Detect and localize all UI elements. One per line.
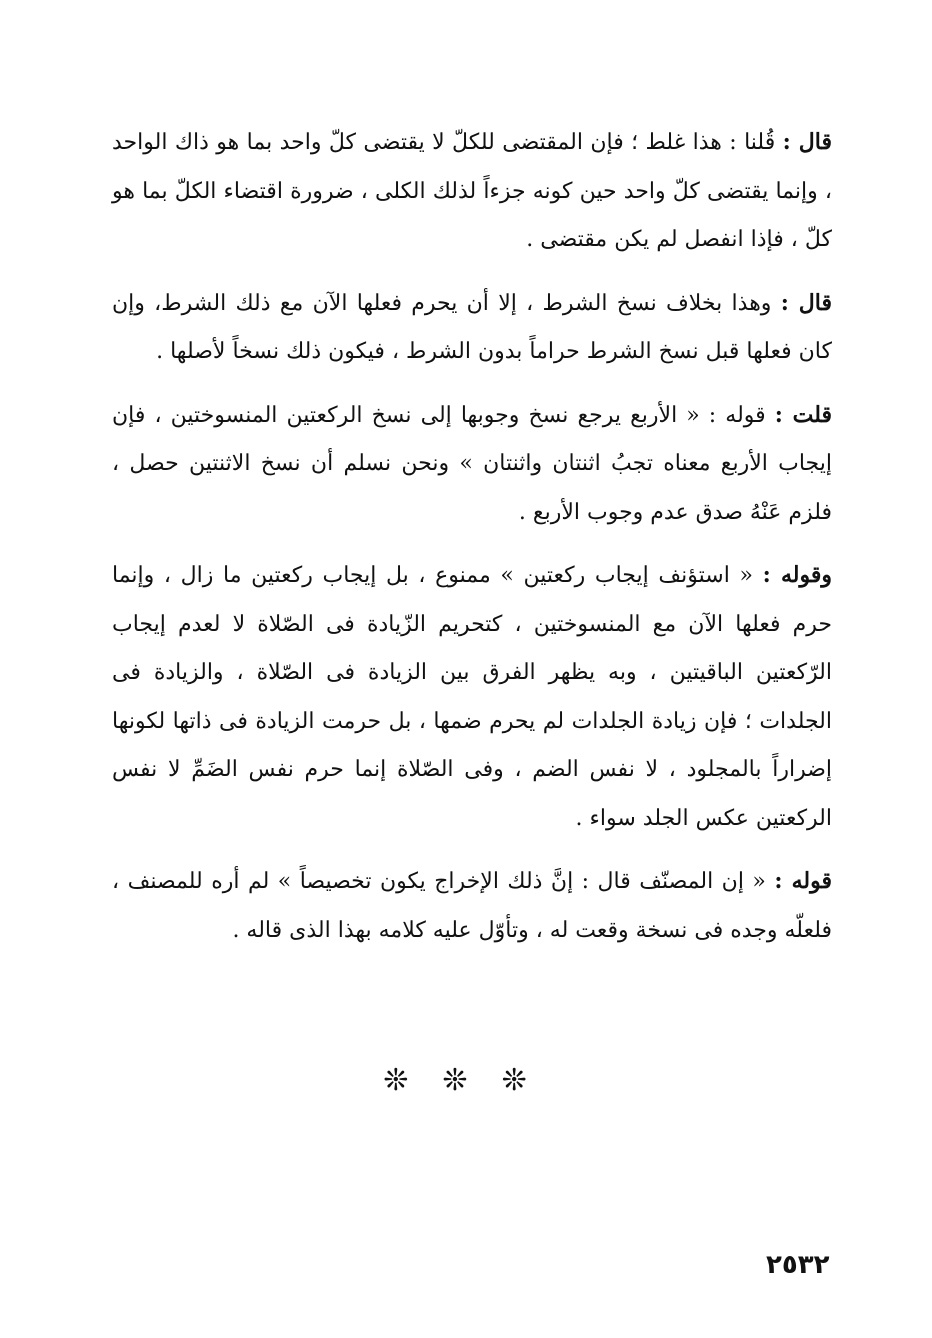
paragraph-3-text: قوله : « الأربع يرجع نسخ وجوبها إلى نسخ الركعتين المنسوختين ، فإن إيجاب الأربع معناه تجبُ اثنتان واثنتان » ونحن نسلم أن نسخ الاثنتين حصل ، فلزم عَنْهُ صدق عدم وجوب الأربع . <box>112 402 832 525</box>
paragraph-2 <box>112 279 832 377</box>
paragraph-1-lead: قال : <box>782 129 833 155</box>
page-number: ٢٥٣٢ <box>766 1250 830 1280</box>
paragraph-4-lead: وقوله : <box>762 562 832 588</box>
paragraph-3 <box>112 391 832 538</box>
paragraph-4-text: « استؤنف إيجاب ركعتين » ممنوع ، بل إيجاب ركعتين ما زال ، وإنما حرم فعلها الآن مع المنسوختين ، كتحريم الزّيادة فى الصّلاة لا لعدم إيجاب الرّكعتين الباقيتين ، وبه يظهر الفرق بين الزيادة فى الصّلاة ، والزيادة فى الجلدات ؛ فإن زيادة الجلدات لم يحرم ضمها ، بل حرمت الزيادة فى ذاتها لكونها إضراراً بالمجلود ، لا نفس الضم ، وفى الصّلاة إنما حرم نفس الضَمِّ لا نفس الركعتين عكس الجلد سواء . <box>112 563 832 831</box>
section-divider <box>0 1063 932 1098</box>
paragraph-3-lead: قلت : <box>774 401 832 428</box>
paragraph-4 <box>112 551 832 843</box>
page-body <box>112 118 832 969</box>
asterism-icon: ❊ <box>383 1063 431 1098</box>
asterism-icon: ❊ <box>501 1063 549 1098</box>
paragraph-1-text: قُلنا : هذا غلط ؛ فإن المقتضى للكلّ لا يقتضى كلّ واحد بما هو ذاك الواحد ، وإنما يقتضى كلّ واحد حين كونه جزءاً لذلك الكلى ، ضرورة اقتضاء الكلّ بما هو كلّ ، فإذا انفصل لم يكن مقتضى . <box>112 130 832 252</box>
paragraph-2-lead: قال : <box>780 289 832 316</box>
paragraph-5-lead: قوله : <box>774 868 832 894</box>
paragraph-2-text: وهذا بخلاف نسخ الشرط ، إلا أن يحرم فعلها الآن مع ذلك الشرط، وإن كان فعلها قبل نسخ الشرط حراماً بدون الشرط ، فيكون ذلك نسخاً لأصلها . <box>112 290 832 364</box>
paragraph-5-text: « إن المصنّف قال : إنَّ ذلك الإخراج يكون تخصيصاً » لم أره للمصنف ، فلعلّه وجده فى نسخة وقعت له ، وتأوّل عليه كلامه بهذا الذى قاله . <box>112 869 832 943</box>
paragraph-1 <box>112 118 832 265</box>
paragraph-5 <box>112 857 832 955</box>
asterism-icon: ❊ <box>442 1063 490 1098</box>
